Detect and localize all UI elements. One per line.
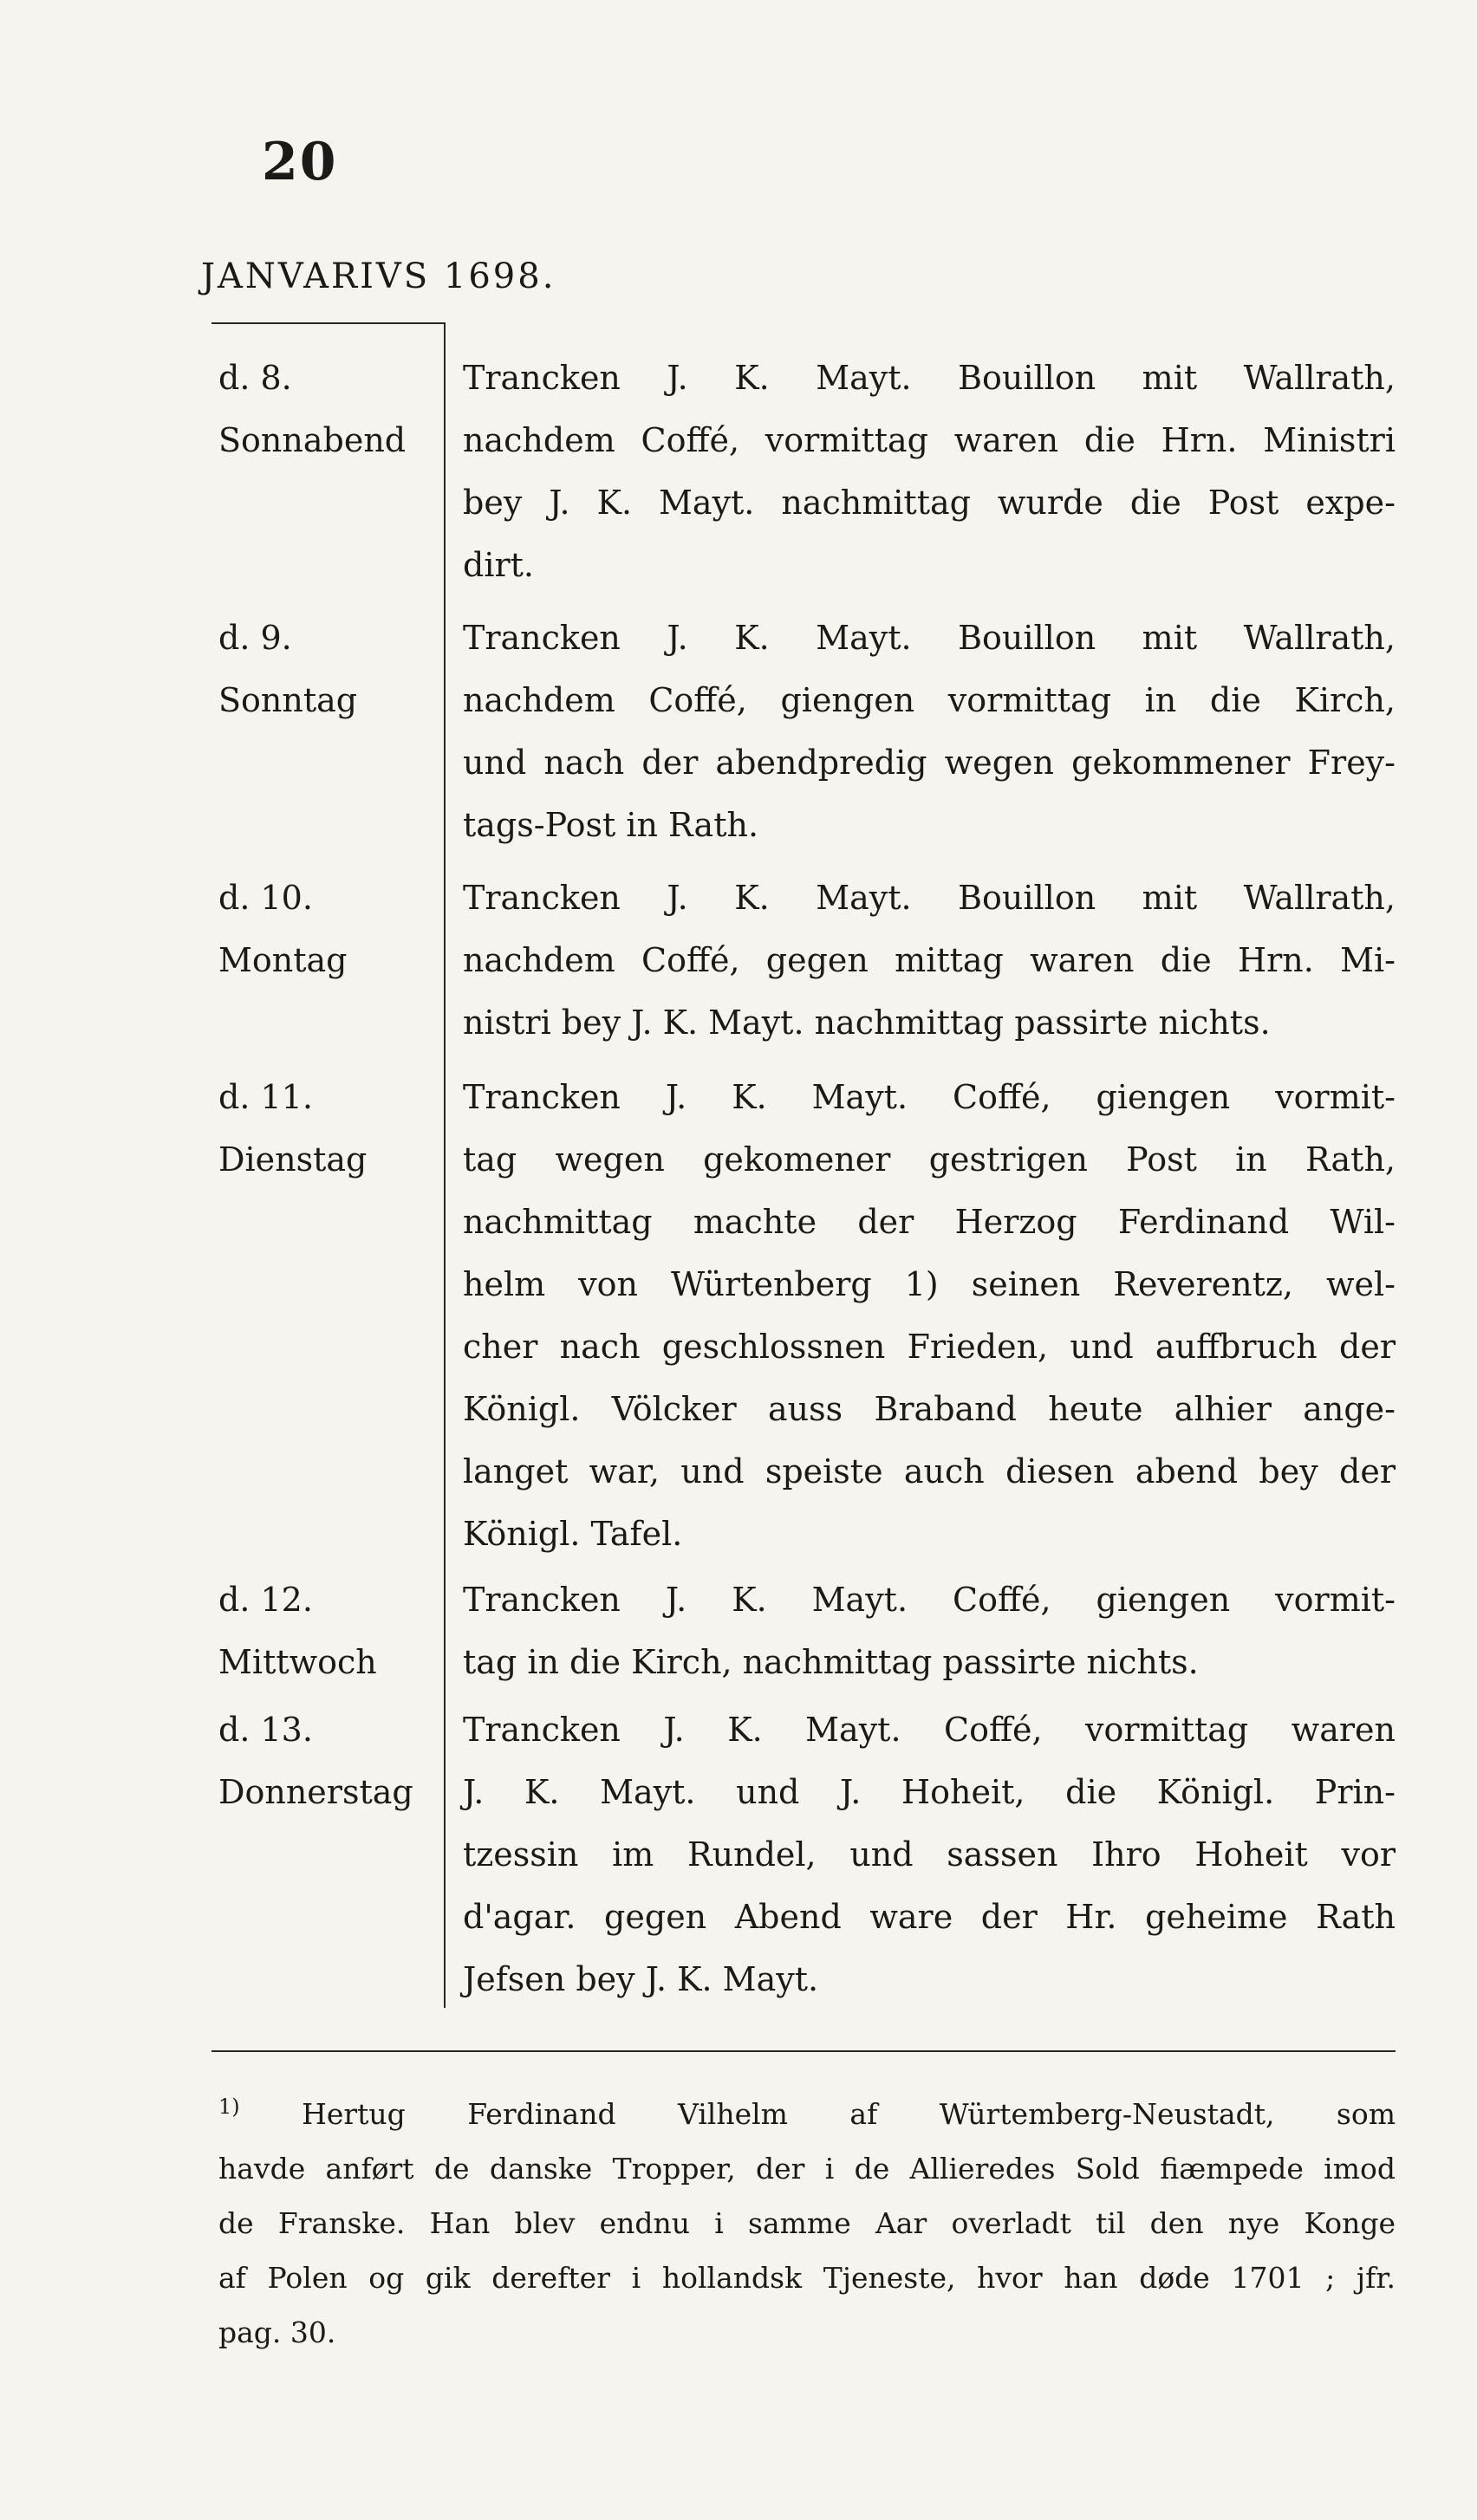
entry-line: dirt. (463, 546, 534, 584)
entry-date: d. 13. (218, 1711, 313, 1749)
footnote-line: af Polen og gik derefter i hollandsk Tjeneste, hvor han døde 1701 ; jfr. (218, 2261, 1396, 2295)
entry-weekday: Mittwoch (218, 1643, 377, 1681)
entry-line: Trancken J. K. Mayt. Coffé, vormittag waren (463, 1711, 1396, 1749)
entry-line: cher nach geschlossnen Frieden, und auffbruch der (463, 1328, 1396, 1366)
entry-weekday: Montag (218, 941, 348, 979)
footnote-marker: 1) (218, 2095, 240, 2119)
entry-date-10 (218, 867, 444, 991)
footnote-line: pag. 30. (218, 2315, 336, 2349)
footnote-text: Hertug Ferdinand Vilhelm af Würtemberg-Neustadt, som (302, 2097, 1396, 2131)
entry-line: langet war, und speiste auch diesen abend bey der (463, 1452, 1396, 1491)
entry-date: d. 10. (218, 879, 313, 917)
entry-line: nistri bey J. K. Mayt. nachmittag passirte nichts. (463, 1003, 1271, 1042)
entry-date: d. 9. (218, 619, 292, 657)
entry-weekday: Sonntag (218, 681, 358, 719)
entry-line: nachmittag machte der Herzog Ferdinand Wil- (463, 1203, 1396, 1241)
entry-text-8 (463, 347, 1396, 596)
footnote-line: havde anført de danske Tropper, der i de Allieredes Sold fiæmpede imod (218, 2152, 1396, 2186)
entry-text-13 (463, 1698, 1396, 2010)
entry-date: d. 11. (218, 1078, 313, 1116)
entry-text-12 (463, 1569, 1396, 1693)
entry-date: d. 12. (218, 1581, 313, 1619)
divider-top (211, 322, 446, 324)
entry-weekday: Dienstag (218, 1140, 368, 1179)
entry-text-10 (463, 867, 1396, 1054)
footnote-line (218, 2080, 1396, 2141)
entry-date-11 (218, 1066, 444, 1191)
footnote-line: de Franske. Han blev endnu i samme Aar overladt til den nye Konge (218, 2206, 1396, 2240)
entry-text-11 (463, 1066, 1396, 1565)
running-header: JANVARIVS 1698. (201, 257, 556, 296)
entry-line: nachdem Coffé, gegen mittag waren die Hrn. Mi- (463, 941, 1396, 979)
entry-line: tzessin im Rundel, und sassen Ihro Hoheit vor (463, 1835, 1396, 1874)
entry-date-12 (218, 1569, 444, 1693)
page-number: 20 (262, 132, 338, 192)
entry-weekday: Sonnabend (218, 421, 407, 459)
entry-date-13 (218, 1698, 444, 1823)
entry-line: tag in die Kirch, nachmittag passirte nichts. (463, 1643, 1199, 1681)
entry-date-9 (218, 607, 444, 731)
entry-line: Trancken J. K. Mayt. Bouillon mit Wallrath, (463, 879, 1396, 917)
footnote-divider (211, 2050, 1396, 2052)
entry-line: Jefsen bey J. K. Mayt. (463, 1960, 819, 1998)
entry-line: Trancken J. K. Mayt. Coffé, giengen vormit- (463, 1078, 1396, 1116)
entry-line: tag wegen gekomener gestrigen Post in Rath, (463, 1140, 1396, 1179)
entry-line: tags-Post in Rath. (463, 806, 759, 844)
entry-line: Trancken J. K. Mayt. Bouillon mit Wallrath, (463, 359, 1396, 397)
entry-line: helm von Würtenberg 1) seinen Reverentz, wel- (463, 1265, 1396, 1303)
entry-line: nachdem Coffé, giengen vormittag in die Kirch, (463, 681, 1396, 719)
entry-line: Trancken J. K. Mayt. Coffé, giengen vormit- (463, 1581, 1396, 1619)
entry-date: d. 8. (218, 359, 292, 397)
entry-weekday: Donnerstag (218, 1773, 413, 1811)
entry-line: bey J. K. Mayt. nachmittag wurde die Post expe- (463, 484, 1396, 522)
footnote (218, 2080, 1396, 2360)
entry-line: J. K. Mayt. und J. Hoheit, die Königl. Prin- (463, 1773, 1396, 1811)
entry-line: Trancken J. K. Mayt. Bouillon mit Wallrath, (463, 619, 1396, 657)
entry-text-9 (463, 607, 1396, 856)
entry-line: und nach der abendpredig wegen gekommener Frey- (463, 744, 1396, 782)
entry-line: d'agar. gegen Abend ware der Hr. geheime Rath (463, 1898, 1396, 1936)
entry-line: Königl. Völcker auss Braband heute alhier ange- (463, 1390, 1396, 1428)
column-divider (444, 322, 446, 2008)
entry-line: Königl. Tafel. (463, 1515, 683, 1553)
entry-date-8 (218, 347, 444, 471)
entry-line: nachdem Coffé, vormittag waren die Hrn. Ministri (463, 421, 1396, 459)
